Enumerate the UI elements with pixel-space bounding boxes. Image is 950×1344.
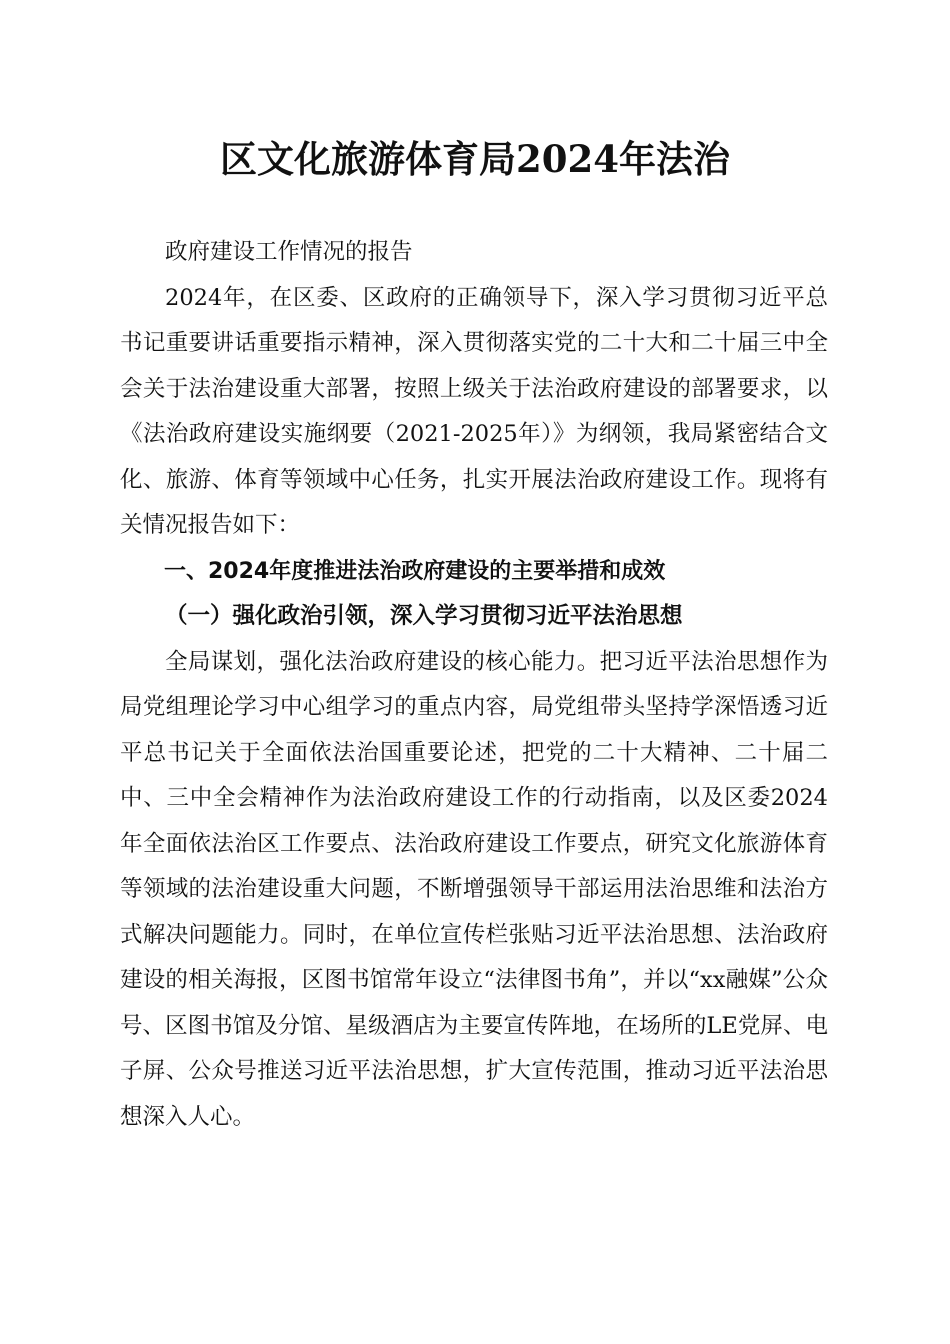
subsection-heading: （一）强化政治引领，深入学习贯彻习近平法治思想 xyxy=(165,603,683,629)
document-title: 区文化旅游体育局2024年法治 xyxy=(220,137,730,181)
document-body xyxy=(120,230,828,1140)
body-paragraph: 全局谋划，强化法治政府建设的核心能力。把习近平法治思想作为局党组理论学习中心组学习的重点内容，局党组带头坚持学深悟透习近平总书记关于全面依法治国重要论述，把党的二十大精神、二十届二中、三中全会精神作为法治政府建设工作的行动指南，以及区委2024年全面依法治区工作要点、法治政府建设工作要点，研究文化旅游体育等领域的法治建设重大问题，不断增强领导干部运用法治思维和法治方式解决问题能力。同时，在单位宣传栏张贴习近平法治思想、法治政府建设的相关海报，区图书馆常年设立“法律图书角”，并以“xx融媒”公众号、区图书馆及分馆、星级酒店为主要宣传阵地，在场所的LE党屏、电子屏、公众号推送习近平法治思想，扩大宣传范围，推动习近平法治思想深入人心。 xyxy=(120,648,828,1130)
section-heading: 一、2024年度推进法治政府建设的主要举措和成效 xyxy=(164,558,666,584)
intro-paragraph: 2024年，在区委、区政府的正确领导下，深入学习贯彻习近平总书记重要讲话重要指示精神，深入贯彻落实党的二十大和二十届三中全会关于法治建设重大部署，按照上级关于法治政府建设的部署要求，以《法治政府建设实施纲要（2021-2025年）》为纲领，我局紧密结合文化、旅游、体育等领域中心任务，扎实开展法治政府建设工作。现将有关情况报告如下： xyxy=(120,284,828,538)
document-subtitle: 政府建设工作情况的报告 xyxy=(165,239,413,265)
